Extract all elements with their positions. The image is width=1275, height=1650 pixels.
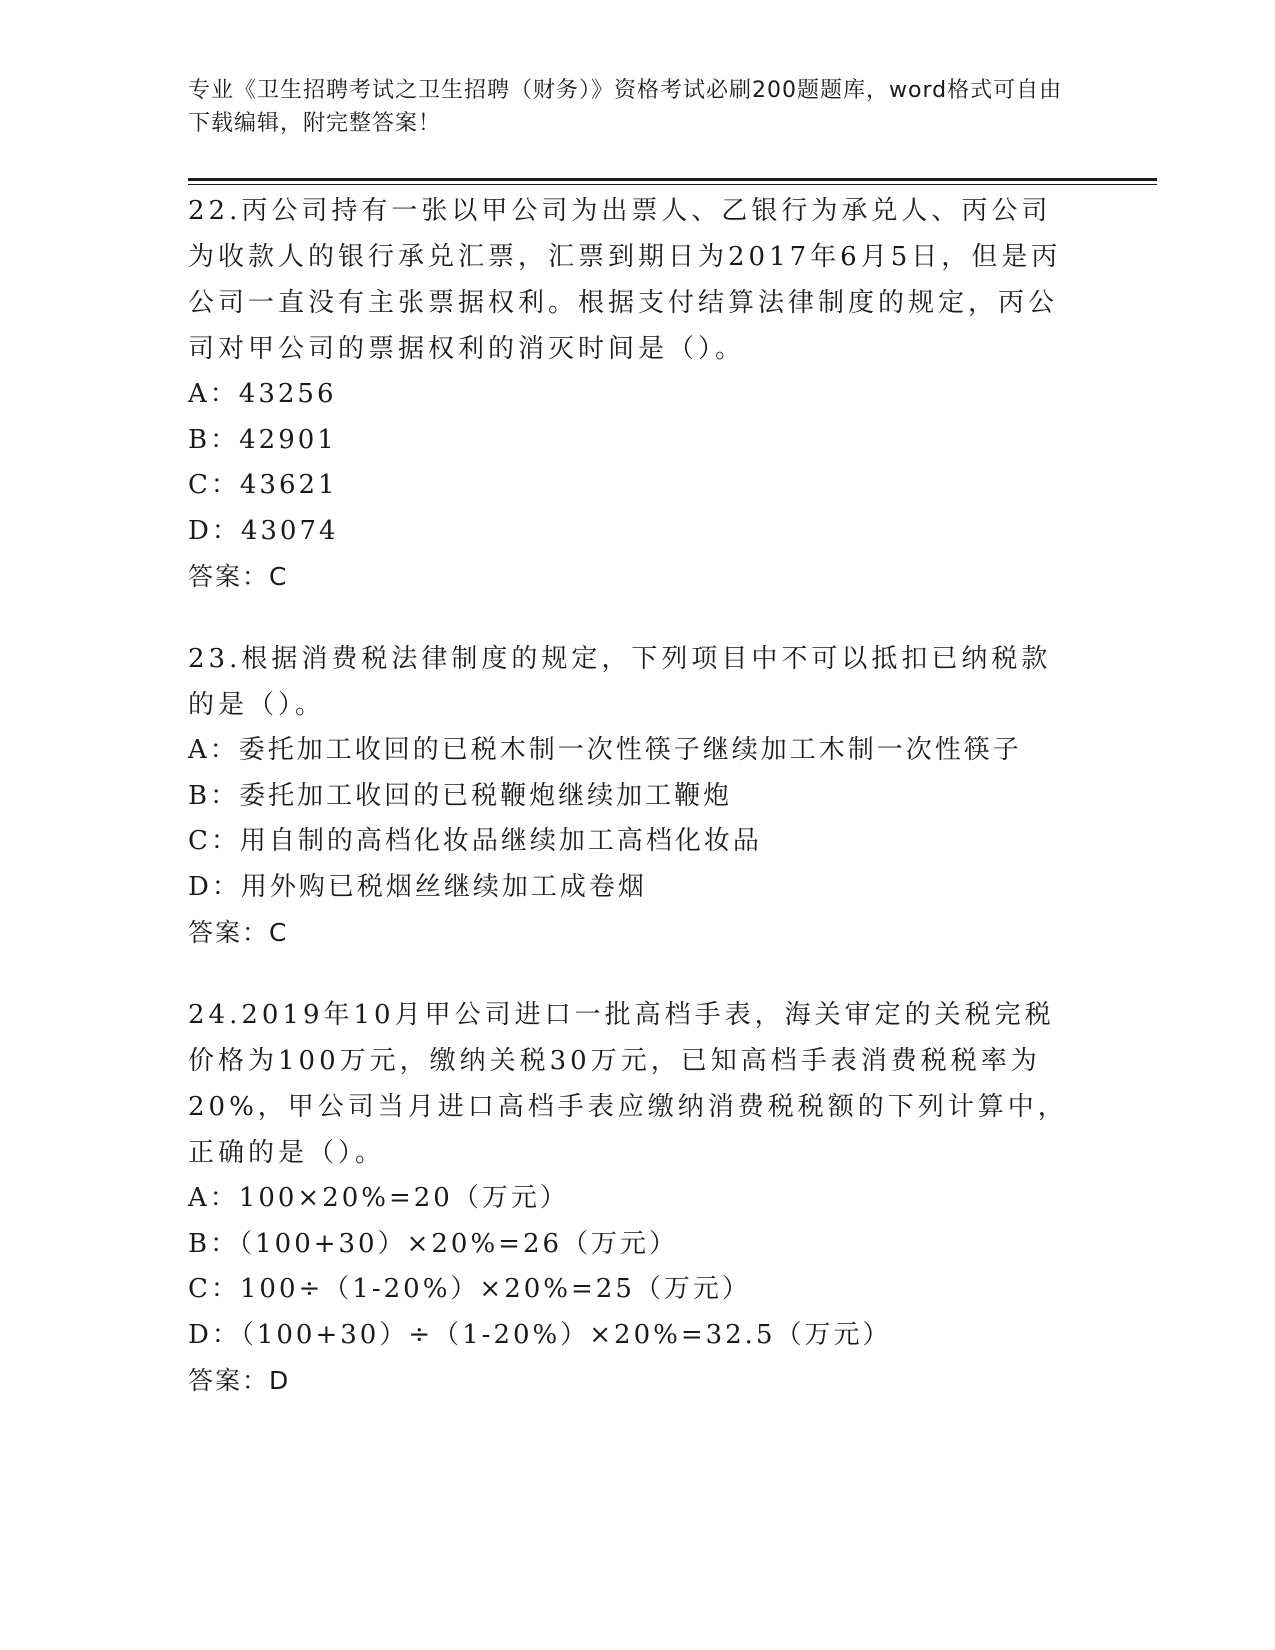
answer-line: 答案：C [188, 918, 289, 947]
question-stem: 22.丙公司持有一张以甲公司为出票人、乙银行为承兑人、丙公司为收款人的银行承兑汇票，汇票到期日为2017年6月5日，但是丙公司一直没有主张票据权利。根据支付结算法律制度的规定，丙公司对甲公司的票据权利的消灭时间是（）。 [188, 196, 1062, 364]
header-intro-text: 专业《卫生招聘考试之卫生招聘（财务）》资格考试必刷200题题库，word格式可自由下载编辑，附完整答案！ [188, 78, 1063, 136]
option-c: C：100÷（1-20%）×20%=25（万元） [188, 1274, 751, 1304]
option-d: D：43074 [188, 515, 339, 546]
option-d: D：（100+30）÷（1-20%）×20%=32.5（万元） [188, 1319, 892, 1350]
answer-line: 答案：D [188, 1366, 291, 1395]
header-divider-thick [188, 178, 1157, 181]
answer-line: 答案：C [188, 562, 289, 591]
option-b: B：42901 [188, 424, 337, 455]
document-header [188, 74, 1068, 140]
question-list [188, 188, 1088, 1440]
option-a: A：委托加工收回的已税木制一次性筷子继续加工木制一次性筷子 [188, 735, 1022, 765]
header-divider-thin [188, 184, 1157, 185]
option-b: B：委托加工收回的已税鞭炮继续加工鞭炮 [188, 780, 733, 811]
question-22 [188, 188, 1088, 600]
option-b: B：（100+30）×20%=26（万元） [188, 1228, 679, 1259]
option-c: C：用自制的高档化妆品继续加工高档化妆品 [188, 826, 762, 856]
option-a: A：43256 [188, 379, 337, 409]
option-d: D：用外购已税烟丝继续加工成卷烟 [188, 871, 647, 902]
question-stem: 24.2019年10月甲公司进口一批高档手表，海关审定的关税完税价格为100万元，缴纳关税30万元，已知高档手表消费税税率为20%，甲公司当月进口高档手表应缴纳消费税税额的下列计算中，正确的是（）。 [188, 1000, 1068, 1168]
option-a: A：100×20%=20（万元） [188, 1183, 569, 1213]
question-24 [188, 992, 1088, 1404]
question-23 [188, 636, 1088, 956]
option-c: C：43621 [188, 470, 338, 500]
question-stem: 23.根据消费税法律制度的规定，下列项目中不可以抵扣已纳税款的是（）。 [188, 644, 1052, 720]
